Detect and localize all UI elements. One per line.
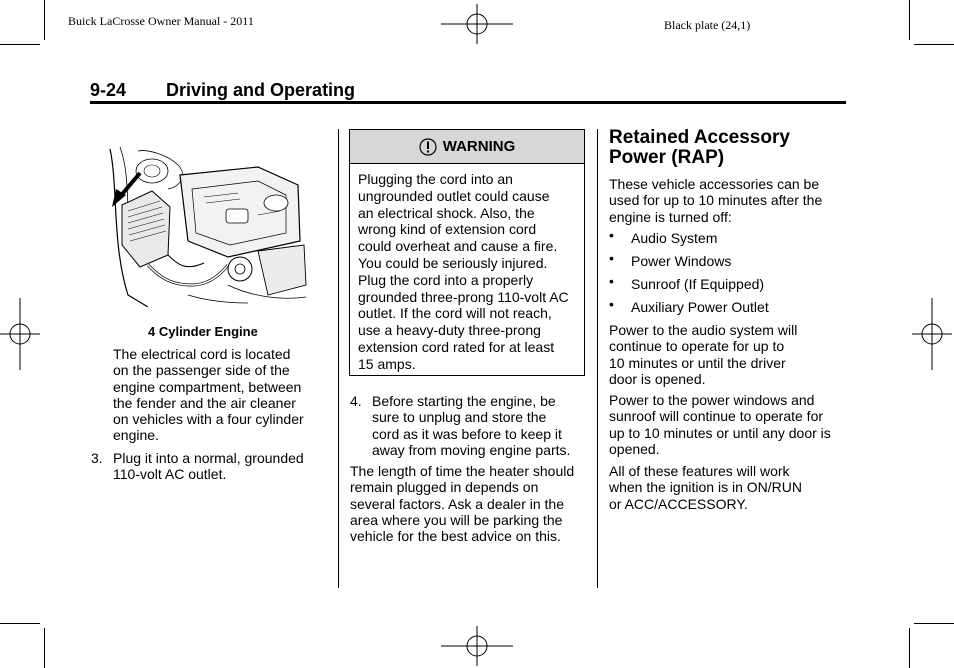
text-line: 110-volt AC outlet. — [113, 466, 227, 483]
text-line: The electrical cord is located — [113, 346, 291, 362]
step-number: 3. — [91, 450, 103, 466]
text-line: used for up to 10 minutes after the — [609, 192, 823, 209]
text-line: sunroof will continue to operate for — [609, 408, 824, 425]
text-line: when the ignition is in ON/RUN — [609, 479, 802, 496]
text-line: grounded three-prong 110-volt AC — [358, 288, 569, 305]
text-line: extension cord rated for at least — [358, 338, 555, 355]
registration-mark-bottom — [441, 626, 513, 666]
crop-mark-top-left-v — [44, 0, 45, 40]
text-line: Power to the power windows and — [609, 392, 815, 408]
list-item-label: Sunroof (If Equipped) — [631, 276, 765, 292]
ignition-paragraph — [609, 463, 849, 512]
text-line: engine. — [113, 427, 159, 444]
text-line: on the passenger side of the — [113, 362, 290, 379]
text-line: cord as it was before to keep it — [372, 425, 562, 442]
text-line: ungrounded outlet could cause — [358, 187, 550, 204]
text-line: Plug it into a normal, grounded — [113, 450, 304, 466]
text-line: sure to unplug and store the — [372, 409, 547, 426]
crop-mark-bottom-right-h — [914, 623, 954, 624]
section-header — [90, 80, 355, 101]
warning-exclamation-icon — [419, 138, 437, 156]
text-line: Before starting the engine, be — [372, 393, 556, 409]
text-line: Plugging the cord into an — [358, 171, 513, 187]
manual-title: Buick LaCrosse Owner Manual - 2011 — [68, 14, 254, 28]
figure-caption: 4 Cylinder Engine — [148, 324, 258, 339]
registration-mark-left — [0, 298, 40, 370]
rap-intro — [609, 176, 849, 225]
text-line: 10 minutes or until the driver — [609, 354, 786, 371]
text-line: or ACC/ACCESSORY. — [609, 495, 748, 512]
text-line: engine compartment, between — [113, 378, 302, 395]
column-divider-2 — [597, 129, 598, 588]
text-line: These vehicle accessories can be — [609, 176, 820, 192]
plate-label: Black plate (24,1) — [664, 18, 751, 32]
warning-title: WARNING — [442, 138, 516, 155]
text-line: several factors. Ask a dealer in the — [350, 495, 564, 512]
heading-line: Power (RAP) — [609, 147, 725, 168]
audio-power-paragraph — [609, 322, 849, 387]
text-line: You could be seriously injured. — [358, 254, 548, 271]
text-line: Plug the cord into a properly — [358, 271, 534, 288]
column-divider-1 — [338, 129, 339, 588]
text-line: vehicle for the best advice on this. — [350, 528, 561, 545]
crop-mark-top-right-v — [909, 0, 910, 40]
text-line: up to 10 minutes or until any door is — [609, 424, 831, 441]
text-line: outlet. If the cord will not reach, — [358, 305, 552, 322]
text-line: an electrical shock. Also, the — [358, 204, 535, 221]
warning-box — [349, 129, 585, 376]
text-line: wrong kind of extension cord — [358, 221, 537, 238]
warning-header — [350, 130, 584, 164]
text-line: area where you will be parking the — [350, 511, 563, 528]
crop-mark-top-left-h — [0, 44, 40, 45]
bullet-icon: • — [609, 296, 614, 312]
crop-mark-bottom-left-v — [44, 628, 45, 668]
crop-mark-bottom-left-h — [0, 623, 40, 624]
text-line: door is opened. — [609, 370, 706, 387]
text-line: on vehicles with a four cylinder — [113, 411, 304, 428]
warning-text — [350, 164, 584, 373]
crop-mark-bottom-right-v — [909, 628, 910, 668]
header-rule — [90, 101, 846, 104]
text-line: All of these features will work — [609, 463, 790, 479]
text-line: The length of time the heater should — [350, 463, 575, 479]
bullet-icon: • — [609, 227, 614, 243]
heading-line: Retained Accessory — [609, 127, 790, 148]
rap-heading — [609, 128, 790, 168]
windows-power-paragraph — [609, 392, 849, 457]
list-item-label: Audio System — [631, 230, 718, 246]
text-line: remain plugged in depends on — [350, 479, 539, 496]
registration-mark-top — [441, 4, 513, 44]
text-line: the fender and the air cleaner — [113, 394, 296, 411]
text-line: engine is turned off: — [609, 208, 732, 225]
engine-compartment-illustration — [108, 145, 308, 307]
text-line: opened. — [609, 440, 660, 457]
text-line: continue to operate for up to — [609, 338, 785, 355]
list-item-label: Power Windows — [631, 253, 732, 269]
section-title: Driving and Operating — [166, 80, 356, 100]
crop-mark-top-right-h — [914, 44, 954, 45]
bullet-icon: • — [609, 250, 614, 266]
list-item-label: Auxiliary Power Outlet — [631, 299, 769, 315]
text-line: 15 amps. — [358, 355, 416, 372]
registration-mark-right — [912, 298, 952, 370]
cord-location-paragraph — [113, 346, 328, 444]
text-line: use a heavy-duty three-prong — [358, 322, 541, 339]
bullet-icon: • — [609, 273, 614, 289]
text-line: Power to the audio system will — [609, 322, 798, 338]
step-number: 4. — [350, 393, 362, 409]
page-number: 9-24 — [90, 80, 127, 100]
heater-time-paragraph — [350, 463, 590, 544]
text-line: could overheat and cause a fire. — [358, 238, 558, 255]
text-line: away from moving engine parts. — [372, 441, 571, 458]
